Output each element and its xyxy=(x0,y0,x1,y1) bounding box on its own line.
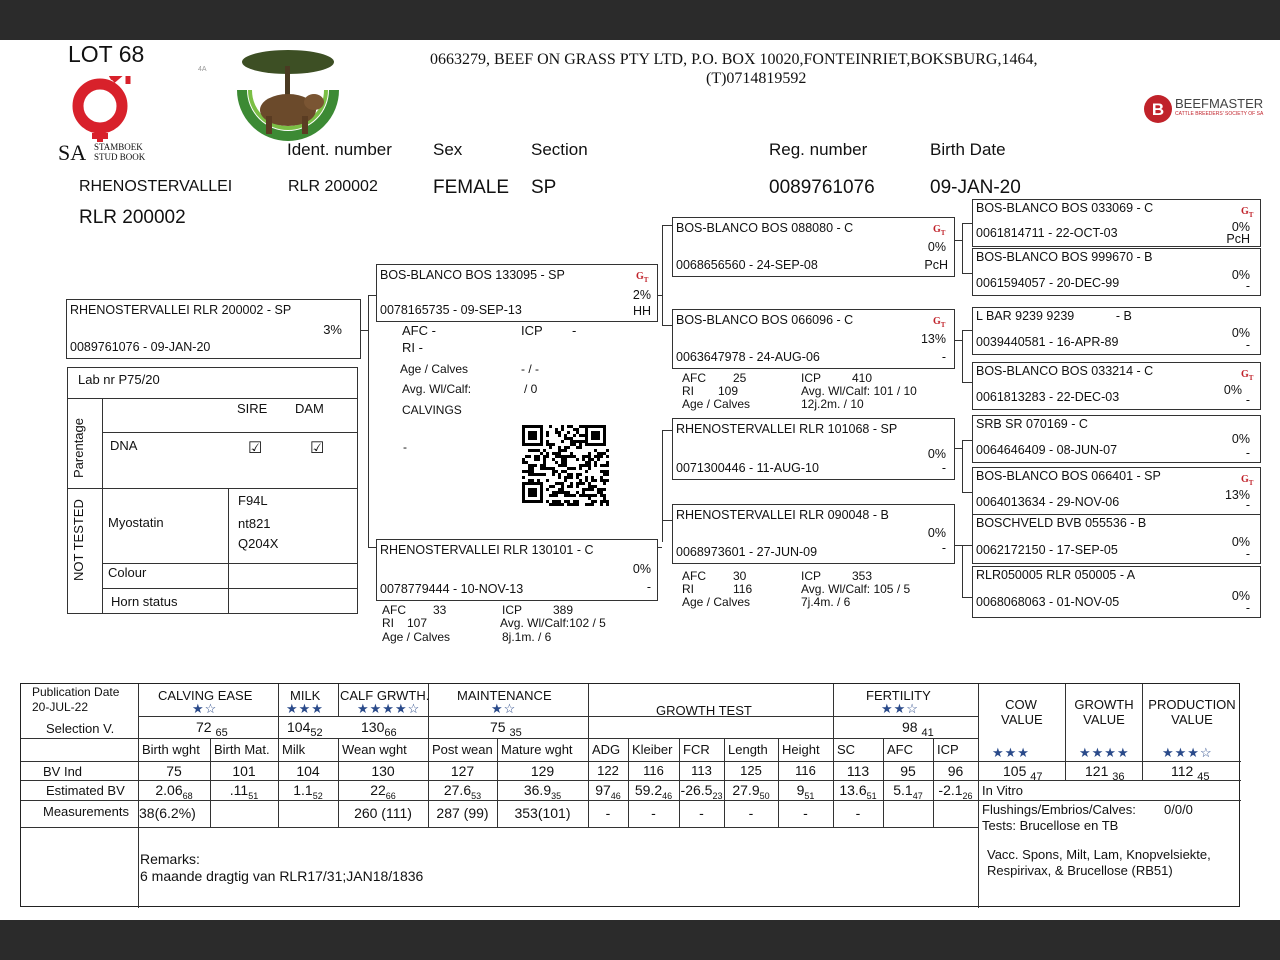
stars-maintenance: ★☆ xyxy=(491,701,517,716)
dd-icp-label: ICP xyxy=(801,569,822,583)
label-birth: Birth Date xyxy=(930,140,1006,159)
g3-flag: - xyxy=(1245,498,1250,512)
sel-calving: 72 $_{65}$ xyxy=(196,719,228,739)
g3-reg: 0064013634 - 29-NOV-06 xyxy=(976,495,1120,509)
ebv-value: $9_{51}$ xyxy=(796,782,815,801)
pedigree-g3-item[interactable] xyxy=(972,467,1261,515)
animal-section: SP xyxy=(531,177,557,198)
dd-ri-value: 116 xyxy=(733,582,753,596)
group-calf-growth: CALF GRWTH. xyxy=(340,688,430,703)
gt-logo-icon: $G_T$ xyxy=(1241,369,1254,382)
bv-value: 104 xyxy=(296,763,320,779)
publication-date: 20-JUL-22 xyxy=(32,700,89,714)
ebv-label: Estimated BV xyxy=(46,783,125,798)
sire-afc-label: AFC - xyxy=(402,323,436,338)
sire-pct: 2% xyxy=(632,288,651,302)
gt-logo-icon: $G_T$ xyxy=(933,224,946,237)
sire-ri-label: RI - xyxy=(402,340,423,355)
vaccinations: Vacc. Spons, Milt, Lam, Knopvelsiekte, Respirivax, & Brucellose (RB51) xyxy=(987,847,1211,878)
stars-production: ★★★☆ xyxy=(1162,745,1213,760)
lab-nr: Lab nr P75/20 xyxy=(78,372,160,387)
group-cow-value: COW VALUE xyxy=(1001,697,1043,727)
dam-flag: - xyxy=(646,580,651,594)
pedigree-dam[interactable] xyxy=(376,539,658,601)
group-maintenance: MAINTENANCE xyxy=(457,688,552,703)
growth-value: 121 $_{36}$ xyxy=(1085,763,1125,783)
sire-name: BOS-BLANCO BOS 133095 - SP xyxy=(380,268,565,282)
measurement-value: - xyxy=(651,805,656,821)
measurement-value: 260 (111) xyxy=(354,805,412,821)
stars-milk: ★★★ xyxy=(286,701,324,716)
g3-pct: 0% xyxy=(1231,589,1250,603)
stars-cow: ★★★ xyxy=(992,745,1030,760)
column-header: FCR xyxy=(683,742,710,757)
dam-agecalves-label: Age / Calves xyxy=(382,630,451,644)
sire-dash: - xyxy=(403,440,407,454)
qr-code-icon xyxy=(522,425,610,507)
sd-afc-value: 25 xyxy=(733,371,747,385)
g3-reg: 0061594057 - 20-DEC-99 xyxy=(976,276,1120,290)
label-sex: Sex xyxy=(433,140,463,159)
gt-logo-icon: $G_T$ xyxy=(1241,206,1254,219)
lab-panel xyxy=(67,367,358,614)
myostatin-value: nt821 xyxy=(238,516,271,531)
stamboek-text1: STAMBOEK xyxy=(94,142,143,152)
g3-pct: 0% xyxy=(1231,432,1250,446)
label-ident: Ident. number xyxy=(287,140,392,159)
pedigree-sire-sire[interactable] xyxy=(672,217,955,277)
colour-label: Colour xyxy=(108,565,147,580)
measurement-value: - xyxy=(699,805,704,821)
bv-value: 95 xyxy=(900,763,916,779)
sire-icp-value: - xyxy=(572,323,577,338)
pedigree-dam-sire[interactable] xyxy=(672,418,955,480)
pedigree-dam-dam[interactable] xyxy=(672,504,955,564)
dna-sire-checkbox[interactable]: ☑ xyxy=(248,440,263,457)
g3-name: BOS-BLANCO BOS 066401 - SP xyxy=(976,469,1161,483)
dam-ri-value: 107 xyxy=(407,616,428,630)
animal-ident: RLR 200002 xyxy=(288,178,378,195)
g3-flag: - xyxy=(1245,393,1250,407)
dam-icp-label: ICP xyxy=(502,603,523,617)
g3-flag: - xyxy=(1245,547,1250,561)
ss-pct: 0% xyxy=(927,240,946,254)
g3-pct: 0% xyxy=(1231,220,1250,234)
dam-reg: 0078779444 - 10-NOV-13 xyxy=(380,582,524,596)
parentage-label: Parentage xyxy=(71,418,86,478)
column-header: Mature wght xyxy=(501,742,573,757)
ds-pct: 0% xyxy=(927,447,946,461)
dd-agecalves-value: 7j.4m. / 6 xyxy=(801,595,851,609)
sd-reg: 0063647978 - 24-AUG-06 xyxy=(676,350,820,364)
sire-agecalves-label: Age / Calves xyxy=(400,362,469,376)
ss-name: BOS-BLANCO BOS 088080 - C xyxy=(676,221,854,235)
bv-value: 129 xyxy=(530,763,555,779)
dam-avgwt: Avg. Wl/Calf:102 / 5 xyxy=(500,616,606,630)
column-header: Wean wght xyxy=(342,742,407,757)
sd-pct: 13% xyxy=(920,332,946,346)
bv-value: 116 xyxy=(643,763,664,778)
dam-agecalves-value: 8j.1m. / 6 xyxy=(502,630,552,644)
g3-flag: PcH xyxy=(1226,232,1250,246)
g3-pct: 0% xyxy=(1223,383,1242,397)
dam-name: RHENOSTERVALLEI RLR 130101 - C xyxy=(380,543,594,557)
myostatin-label: Myostatin xyxy=(108,515,164,530)
bv-value: 75 xyxy=(166,763,182,779)
sire-calvings: CALVINGS xyxy=(402,403,462,417)
column-header: Birth Mat. xyxy=(214,742,270,757)
performance-table xyxy=(20,683,1240,907)
gt-logo-icon: $G_T$ xyxy=(636,271,649,284)
stars-calf-growth: ★★★★☆ xyxy=(357,701,421,716)
bv-value: 125 xyxy=(740,763,762,778)
self-pct: 3% xyxy=(323,322,342,337)
stamboek-logo xyxy=(58,76,158,166)
g3-pct: 0% xyxy=(1231,326,1250,340)
group-growth-value: GROWTH VALUE xyxy=(1074,697,1134,727)
sire-icp-label: ICP xyxy=(521,323,543,338)
ebv-value: $27.9_{50}$ xyxy=(732,782,770,801)
stamboek-text2: STUD BOOK xyxy=(94,152,146,162)
breeder-address: 0663279, BEEF ON GRASS PTY LTD, P.O. BOX 10020,FONTEINRIET,BOKSBURG,1464, xyxy=(430,51,1038,68)
dd-avgwt: Avg. Wl/Calf: 105 / 5 xyxy=(801,582,911,596)
sd-icp-value: 410 xyxy=(852,371,873,385)
in-vitro-label: In Vitro xyxy=(982,783,1023,798)
g3-name: BOS-BLANCO BOS 999670 - B xyxy=(976,250,1153,264)
bv-value: 113 xyxy=(846,763,870,779)
column-header: Birth wght xyxy=(142,742,200,757)
group-calving-ease: CALVING EASE xyxy=(158,688,253,703)
ebv-value: $5.1_{47}$ xyxy=(893,782,923,801)
ebv-value: $2.06_{68}$ xyxy=(155,782,193,801)
column-header: ADG xyxy=(592,742,621,757)
group-production-value: PRODUCTION VALUE xyxy=(1148,697,1236,727)
g3-pct: 0% xyxy=(1231,268,1250,282)
column-header: ICP xyxy=(937,742,959,757)
pedigree-g3-item[interactable] xyxy=(972,199,1261,247)
label-reg: Reg. number xyxy=(769,140,868,159)
sel-fertility: 98 $_{41}$ xyxy=(902,719,934,739)
lab-dna-label: DNA xyxy=(110,438,138,453)
sire-avgwt-value: / 0 xyxy=(524,382,538,396)
dd-name: RHENOSTERVALLEI RLR 090048 - B xyxy=(676,508,889,522)
column-header: Length xyxy=(728,742,768,757)
g3-reg: 0061813283 - 22-DEC-03 xyxy=(976,390,1120,404)
dam-afc-label: AFC xyxy=(382,603,406,617)
sd-agecalves-label: Age / Calves xyxy=(682,397,751,411)
g3-reg: 0068068063 - 01-NOV-05 xyxy=(976,595,1120,609)
lab-sire-label: SIRE xyxy=(237,401,268,416)
column-header: Kleiber xyxy=(632,742,673,757)
bv-label: BV Ind xyxy=(43,764,83,779)
publication-label: Publication Date xyxy=(32,685,120,699)
ebv-value: $22_{66}$ xyxy=(370,782,396,801)
sd-avgwt: Avg. Wl/Calf: 101 / 10 xyxy=(801,384,917,398)
dd-agecalves-label: Age / Calves xyxy=(682,595,751,609)
production-value: 112 $_{45}$ xyxy=(1171,763,1210,783)
g3-flag: - xyxy=(1245,601,1250,615)
horn-status-label: Horn status xyxy=(111,594,178,609)
selection-label: Selection V. xyxy=(46,721,115,736)
pedigree-g3-item[interactable] xyxy=(972,415,1261,463)
animal-name: RLR 200002 xyxy=(79,207,186,228)
g3-reg: 0062172150 - 17-SEP-05 xyxy=(976,543,1118,557)
certificate-page xyxy=(0,40,1280,920)
pedigree-connector xyxy=(662,430,663,542)
g3-name: L BAR 9239 9239 - B xyxy=(976,309,1132,323)
ebv-value: $13.6_{51}$ xyxy=(839,782,877,801)
stars-fertility: ★★☆ xyxy=(881,701,919,716)
bv-value: 101 xyxy=(232,763,256,779)
ss-reg: 0068656560 - 24-SEP-08 xyxy=(676,258,818,272)
sire-avgwt-label: Avg. Wl/Calf: xyxy=(402,382,472,396)
column-header: Milk xyxy=(282,742,306,757)
sd-ri-value: 109 xyxy=(718,384,739,398)
sire-reg: 0078165735 - 09-SEP-13 xyxy=(380,303,522,317)
dam-afc-value: 33 xyxy=(433,603,447,617)
sel-milk: $104_{52}$ xyxy=(287,719,323,739)
bv-value: 122 xyxy=(597,763,619,778)
animal-reg: 0089761076 xyxy=(769,177,875,198)
pedigree-g3-item[interactable] xyxy=(972,514,1261,564)
beefmaster-logo xyxy=(1143,94,1264,129)
svg-text:B: B xyxy=(1151,100,1165,119)
small-mark: 4A xyxy=(198,66,207,73)
column-header: SC xyxy=(837,742,856,757)
sd-flag: - xyxy=(941,350,946,364)
self-reg: 0089761076 - 09-JAN-20 xyxy=(70,340,211,354)
animal-herd: RHENOSTERVALLEI xyxy=(79,178,233,195)
flushings-value: 0/0/0 xyxy=(1164,802,1193,817)
sd-agecalves-value: 12j.2m. / 10 xyxy=(801,397,864,411)
g3-reg: 0064646409 - 08-JUN-07 xyxy=(976,443,1118,457)
pedigree-g3-item[interactable] xyxy=(972,566,1261,618)
remarks-label: Remarks: xyxy=(140,851,200,867)
measurement-value: 353(101) xyxy=(514,805,571,821)
pedigree-self[interactable] xyxy=(66,299,361,359)
measurement-value: - xyxy=(855,805,861,821)
g3-name: BOSCHVELD BVB 055536 - B xyxy=(976,516,1147,530)
dd-afc-value: 30 xyxy=(733,569,747,583)
dam-icp-value: 389 xyxy=(553,603,574,617)
measurements-label: Measurements xyxy=(43,804,129,819)
bv-value: 116 xyxy=(795,763,816,778)
column-header: Post wean xyxy=(432,742,493,757)
g3-pct: 0% xyxy=(1231,535,1250,549)
bv-value: 130 xyxy=(371,763,395,779)
dd-icp-value: 353 xyxy=(852,569,873,583)
sd-afc-label: AFC xyxy=(682,371,706,385)
ebv-value: $.11_{51}$ xyxy=(229,782,259,801)
g3-flag: - xyxy=(1245,338,1250,352)
cattle-tree-logo-icon xyxy=(236,48,340,144)
remarks-text: 6 maande dragtig van RLR17/31;JAN18/1836 xyxy=(140,868,424,884)
pedigree-connector xyxy=(368,295,369,547)
tests: Tests: Brucellose en TB xyxy=(982,818,1119,833)
group-growth-test: GROWTH TEST xyxy=(656,703,752,718)
sel-calf-growth: $130_{66}$ xyxy=(361,719,397,739)
lab-dam-label: DAM xyxy=(295,401,324,416)
dd-reg: 0068973601 - 27-JUN-09 xyxy=(676,545,818,559)
dd-ri-label: RI xyxy=(682,582,694,596)
g3-name: BOS-BLANCO BOS 033069 - C xyxy=(976,201,1154,215)
ebv-value: $1.1_{52}$ xyxy=(293,782,323,801)
g3-reg: 0039440581 - 16-APR-89 xyxy=(976,335,1119,349)
g3-name: BOS-BLANCO BOS 033214 - C xyxy=(976,364,1154,378)
ebv-value: $-26.5_{23}$ xyxy=(680,782,723,801)
dna-dam-checkbox[interactable]: ☑ xyxy=(310,440,325,457)
pedigree-g3-item[interactable] xyxy=(972,362,1261,410)
label-section: Section xyxy=(531,140,588,159)
measurement-value: - xyxy=(748,805,754,821)
ebv-value: $-2.1_{26}$ xyxy=(938,782,973,801)
dam-ri-label: RI xyxy=(382,616,394,630)
pedigree-g3-item[interactable] xyxy=(972,307,1261,355)
beefmaster-b-icon xyxy=(1143,94,1173,124)
ds-name: RHENOSTERVALLEI RLR 101068 - SP xyxy=(676,422,898,436)
cow-value: 105 $_{47}$ xyxy=(1003,763,1043,783)
myostatin-value: F94L xyxy=(238,493,268,508)
sire-flag: HH xyxy=(632,304,651,318)
top-bar xyxy=(0,0,1280,40)
sel-maintenance: 75 $_{35}$ xyxy=(490,719,522,739)
stamboek-sa: SA xyxy=(58,140,87,165)
not-tested-label: NOT TESTED xyxy=(71,499,86,581)
animal-sex: FEMALE xyxy=(433,177,510,198)
stars-growth: ★★★★ xyxy=(1079,745,1130,760)
dd-afc-label: AFC xyxy=(682,569,706,583)
g3-reg: 0061814711 - 22-OCT-03 xyxy=(976,226,1118,240)
sd-ri-label: RI xyxy=(682,384,694,398)
sd-name: BOS-BLANCO BOS 066096 - C xyxy=(676,313,854,327)
beefmaster-name: BEEFMASTER xyxy=(1175,96,1264,111)
g3-name: SRB SR 070169 - C xyxy=(976,417,1088,431)
g3-flag: - xyxy=(1245,446,1250,460)
ebv-value: $97_{46}$ xyxy=(595,782,621,801)
pedigree-g3-item[interactable] xyxy=(972,248,1261,296)
self-name: RHENOSTERVALLEI RLR 200002 - SP xyxy=(70,303,292,317)
group-milk: MILK xyxy=(290,688,321,703)
dam-pct: 0% xyxy=(632,562,651,576)
g3-name: RLR050005 RLR 050005 - A xyxy=(976,568,1136,582)
bv-value: 96 xyxy=(947,763,964,779)
gt-logo-icon: $G_T$ xyxy=(933,316,946,329)
ebv-value: $27.6_{53}$ xyxy=(443,782,482,801)
dd-flag: - xyxy=(941,541,946,555)
qr-code[interactable] xyxy=(522,425,610,512)
ds-flag: - xyxy=(941,461,946,475)
pedigree-sire[interactable] xyxy=(376,264,658,322)
column-header: Height xyxy=(782,742,820,757)
ss-flag: PcH xyxy=(924,258,948,272)
stars-calving: ★☆ xyxy=(192,701,218,716)
group-fertility: FERTILITY xyxy=(866,688,931,703)
breeder-phone: (T)0714819592 xyxy=(706,70,807,87)
gt-logo-icon: $G_T$ xyxy=(1241,474,1254,487)
measurement-value: - xyxy=(605,805,611,821)
beefmaster-sub: CATTLE BREEDERS' SOCIETY OF SA xyxy=(1175,111,1264,117)
g3-pct: 13% xyxy=(1224,488,1250,502)
sd-icp-label: ICP xyxy=(801,371,822,385)
pedigree-sire-dam[interactable] xyxy=(672,309,955,369)
measurement-value: 287 (99) xyxy=(436,805,489,821)
ebv-value: $59.2_{46}$ xyxy=(634,782,673,801)
myostatin-value: Q204X xyxy=(238,536,279,551)
ds-reg: 0071300446 - 11-AUG-10 xyxy=(676,461,819,475)
measurement-value: 38(6.2%) xyxy=(139,805,196,821)
animal-birth: 09-JAN-20 xyxy=(930,177,1021,198)
stamboek-emblem-icon xyxy=(58,76,158,146)
g3-flag: - xyxy=(1245,279,1250,293)
bottom-bar xyxy=(0,920,1280,960)
breeder-logo xyxy=(236,48,340,149)
pedigree-connector xyxy=(662,225,663,325)
measurement-value: - xyxy=(803,805,808,821)
dd-pct: 0% xyxy=(927,526,946,540)
bv-value: 113 xyxy=(691,763,712,778)
bv-value: 127 xyxy=(450,763,475,779)
lot-number: LOT 68 xyxy=(68,41,145,67)
ebv-value: $36.9_{35}$ xyxy=(523,782,562,801)
column-header: AFC xyxy=(887,742,913,757)
sire-agecalves-value: - / - xyxy=(521,362,539,376)
flushings-label: Flushings/Embrios/Calves: xyxy=(982,802,1136,817)
